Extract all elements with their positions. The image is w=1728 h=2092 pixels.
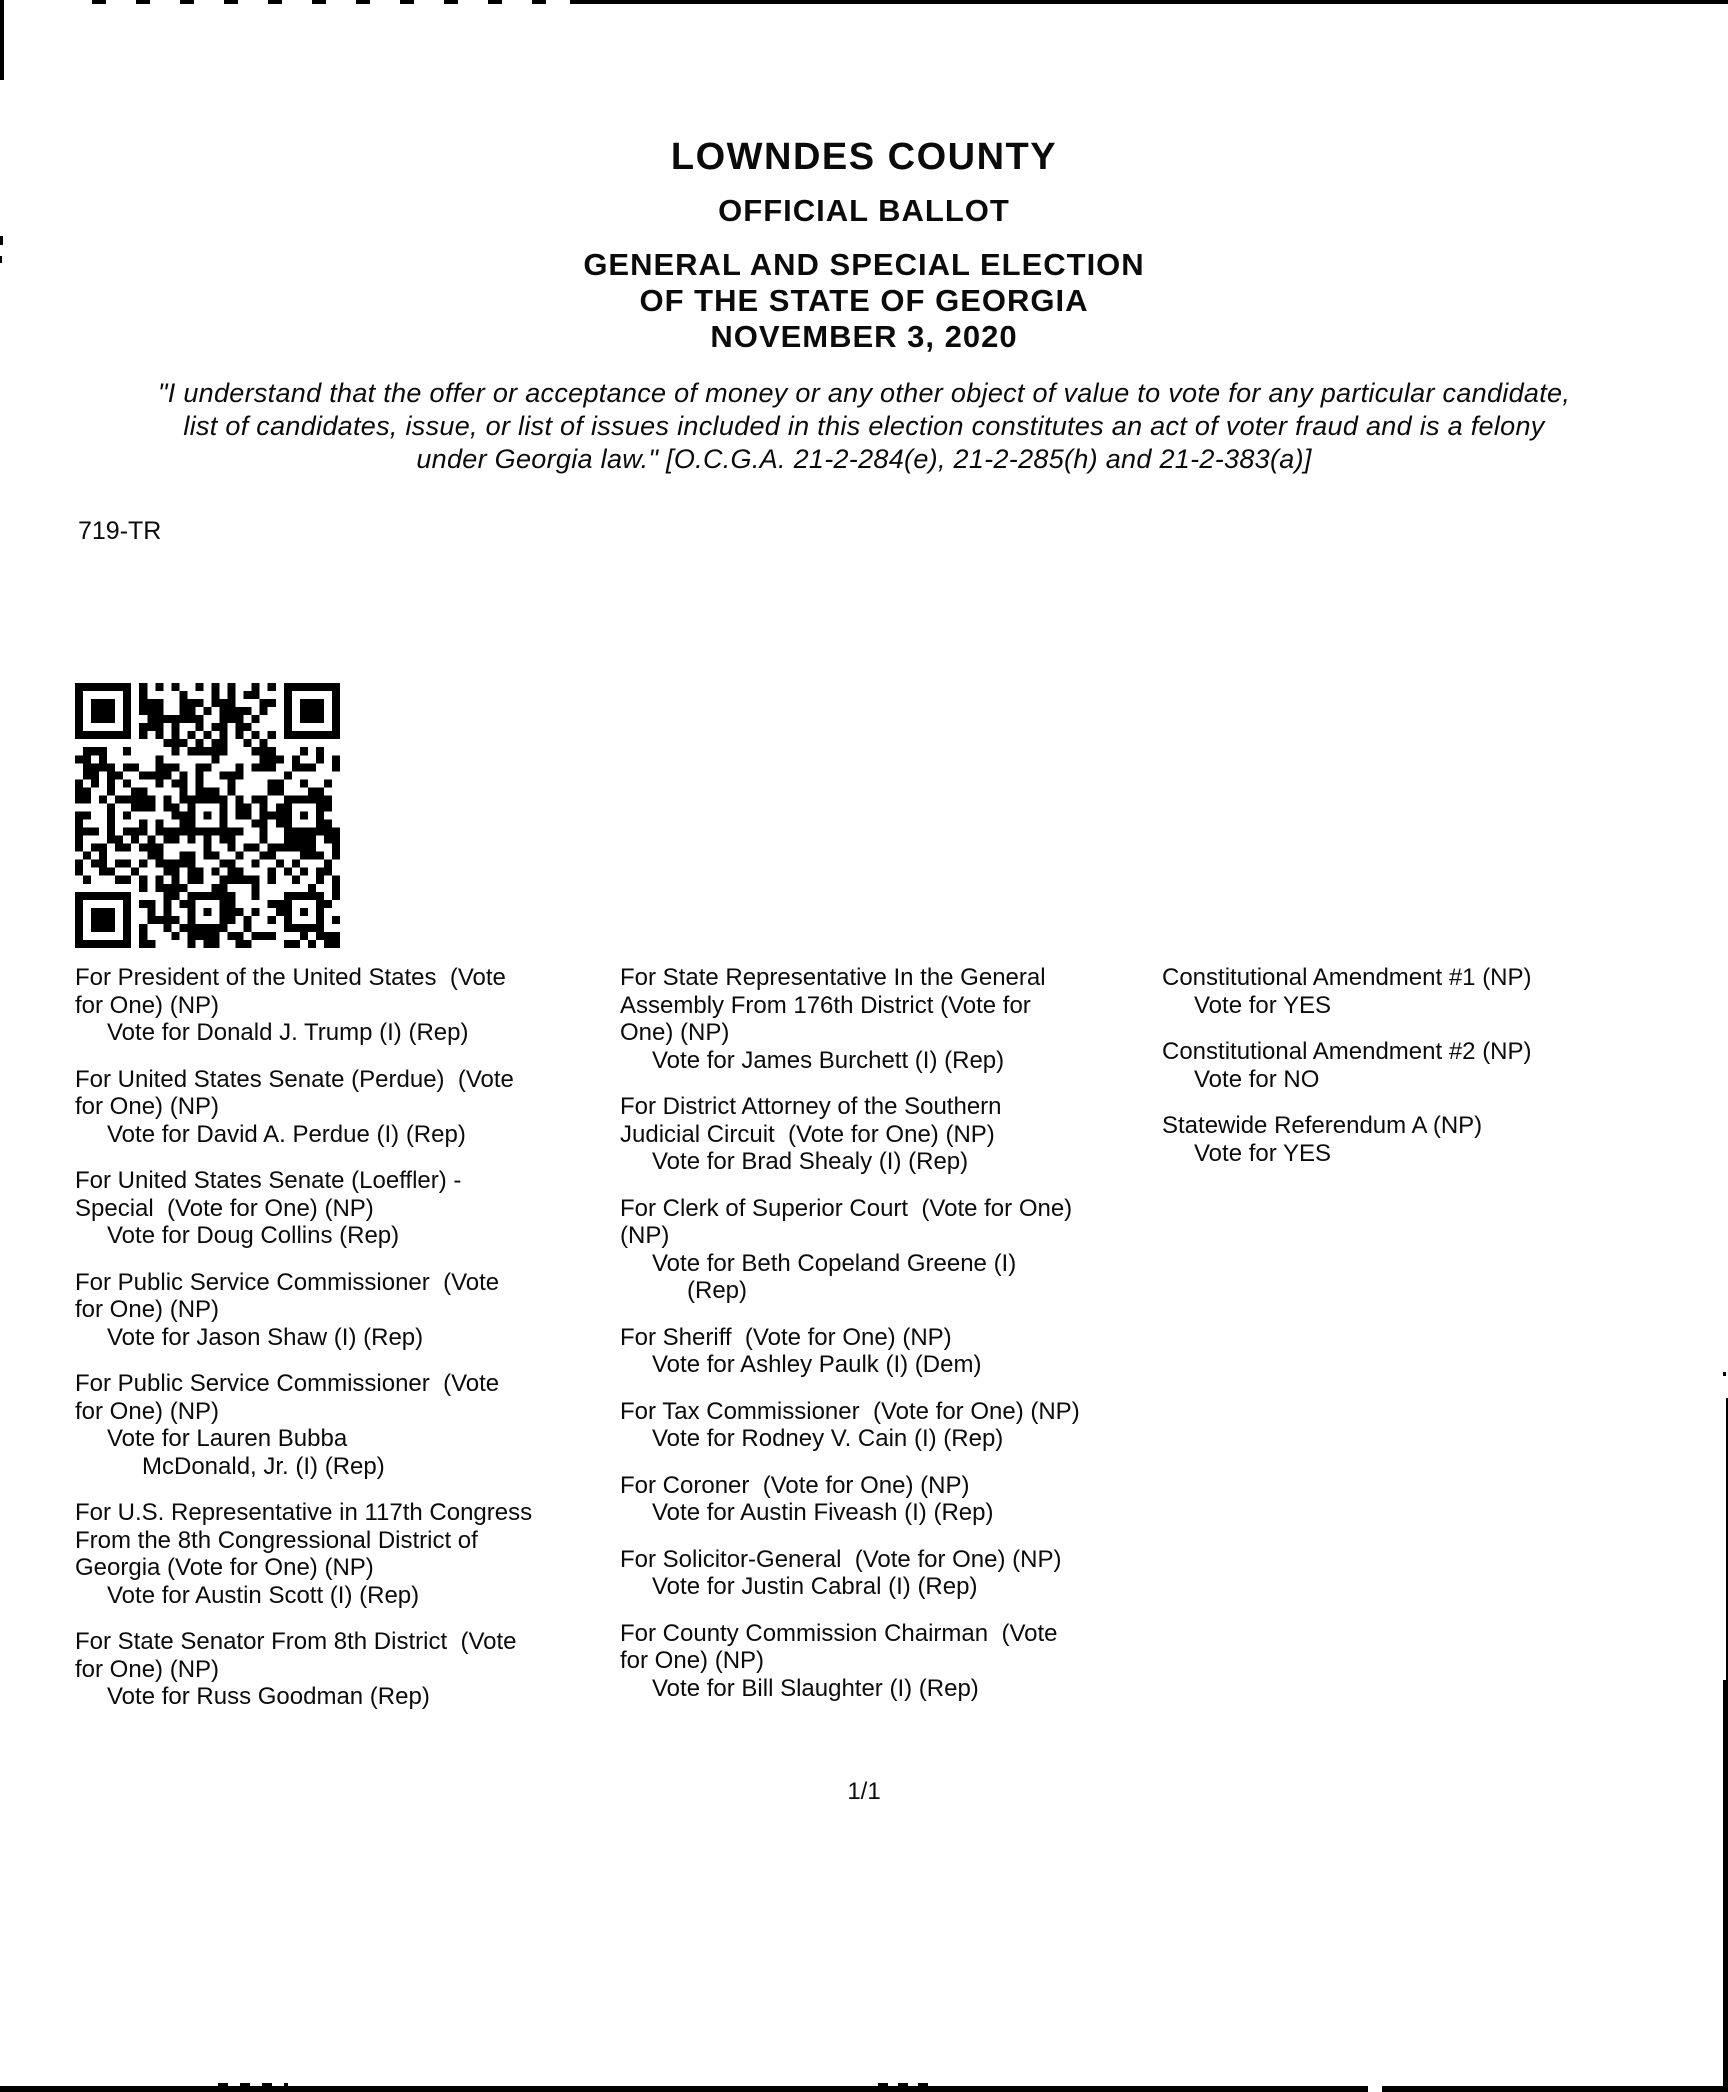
election-title-line2: OF THE STATE OF GEORGIA: [639, 283, 1089, 318]
contest: [620, 1620, 1168, 1703]
contest-title-line: For County Commission Chairman (Vote: [620, 1619, 1058, 1647]
contest-title-line: for One) (NP): [75, 991, 220, 1019]
contest: [620, 1195, 1168, 1305]
qr-code-image: [75, 683, 340, 948]
contest-title-line: for One) (NP): [75, 1093, 220, 1120]
county-title: LOWNDES COUNTY: [670, 136, 1058, 178]
ballot-column-3: [1162, 964, 1642, 1186]
contest-title-line: Statewide Referendum A (NP): [1162, 1112, 1483, 1139]
contest-title-line: For President of the United States (Vote: [75, 964, 506, 991]
election-title-line1: GENERAL AND SPECIAL ELECTION: [583, 247, 1145, 282]
contest-title-line: For State Representative In the General: [620, 964, 1046, 991]
ballot-column-2: [620, 964, 1168, 1721]
scan-artifact-bottom-gap: [1368, 2086, 1382, 2092]
contest-title-line: (NP): [620, 1222, 670, 1249]
ballot-column-1: [75, 964, 620, 1730]
contest-title-line: Constitutional Amendment #2 (NP): [1162, 1038, 1532, 1065]
contest-title-line: One) (NP): [620, 1019, 730, 1046]
contest: [75, 1370, 620, 1480]
contest: [75, 964, 620, 1047]
vote-for-line: Vote for Brad Shealy (I) (Rep): [652, 1148, 969, 1175]
scan-artifact-bottom-tick: [218, 2083, 288, 2086]
vote-for-line: Vote for Doug Collins (Rep): [107, 1222, 400, 1249]
voter-fraud-disclaimer: [0, 377, 1728, 476]
contest-title-line: For Coroner (Vote for One) (NP): [620, 1471, 970, 1499]
vote-for-line: Vote for Donald J. Trump (I) (Rep): [107, 1019, 469, 1046]
ballot-type-title: OFFICIAL BALLOT: [718, 193, 1010, 228]
vote-for-line: Vote for Rodney V. Cain (I) (Rep): [652, 1425, 1004, 1452]
vote-for-line: Vote for James Burchett (I) (Rep): [652, 1046, 1005, 1074]
contest-title-line: Judicial Circuit (Vote for One) (NP): [620, 1120, 995, 1148]
contest-title-line: For United States Senate (Loeffler) -: [75, 1167, 462, 1194]
scan-artifact-bottom-tick: [878, 2083, 933, 2086]
vote-for-line: Vote for Lauren Bubba: [107, 1425, 348, 1452]
vote-for-line: McDonald, Jr. (I) (Rep): [142, 1452, 385, 1480]
vote-for-line: Vote for Austin Scott (I) (Rep): [107, 1581, 420, 1609]
vote-for-line: Vote for Justin Cabral (I) (Rep): [652, 1573, 978, 1600]
disclaimer-line: list of candidates, issue, or list of issues included in this election constitutes an act of voter fraud and is a felony: [183, 411, 1545, 441]
contest-title-line: From the 8th Congressional District of: [75, 1526, 478, 1554]
vote-for-line: Vote for David A. Perdue (I) (Rep): [107, 1120, 466, 1148]
contest: [75, 1269, 620, 1352]
contest-title-line: For United States Senate (Perdue) (Vote: [75, 1065, 514, 1093]
contest-title-line: For District Attorney of the Southern: [620, 1093, 1002, 1120]
disclaimer-line: under Georgia law." [O.C.G.A. 21-2-284(e), 21-2-285(h) and 21-2-383(a)]: [416, 444, 1312, 474]
contest: [1162, 1112, 1642, 1167]
election-date: NOVEMBER 3, 2020: [710, 319, 1018, 354]
contest: [1162, 964, 1642, 1019]
contest: [75, 1628, 620, 1711]
contest-title-line: For State Senator From 8th District (Vote: [75, 1628, 517, 1655]
vote-for-line: Vote for Bill Slaughter (I) (Rep): [652, 1674, 979, 1702]
contest-title-line: Constitutional Amendment #1 (NP): [1162, 964, 1532, 991]
contest: [620, 964, 1168, 1074]
contest: [75, 1167, 620, 1250]
contest-title-line: for One) (NP): [620, 1647, 765, 1674]
scan-artifact-bottom-line: [0, 2086, 1728, 2092]
vote-for-line: Vote for Austin Fiveash (I) (Rep): [652, 1499, 994, 1526]
precinct-code: 719-TR: [78, 517, 162, 545]
contest: [620, 1546, 1168, 1601]
contest: [75, 1066, 620, 1149]
page-number: 1/1: [847, 1778, 881, 1805]
contest: [1162, 1038, 1642, 1093]
vote-for-line: (Rep): [687, 1277, 748, 1304]
qr-code: [75, 683, 340, 948]
scan-artifact-top-dashes: [92, 0, 570, 4]
contest: [620, 1398, 1168, 1453]
contest-title-line: for One) (NP): [75, 1655, 220, 1683]
contest-title-line: Special (Vote for One) (NP): [75, 1194, 374, 1222]
contest: [75, 1499, 620, 1609]
contest-title-line: For Tax Commissioner (Vote for One) (NP): [620, 1397, 1080, 1425]
disclaimer-line: "I understand that the offer or acceptance of money or any other object of value to vote for any particular candidate,: [157, 378, 1571, 408]
contest-title-line: For U.S. Representative in 117th Congress: [75, 1499, 533, 1526]
scan-artifact-left-tick: [0, 236, 3, 245]
scan-artifact-left-bar: [0, 0, 4, 80]
contest-title-line: for One) (NP): [75, 1296, 220, 1323]
vote-for-line: Vote for YES: [1194, 1139, 1331, 1167]
contest-title-line: For Sheriff (Vote for One) (NP): [620, 1323, 952, 1351]
contest: [620, 1472, 1168, 1527]
contest-title-line: For Clerk of Superior Court (Vote for One): [620, 1194, 1073, 1222]
scan-artifact-top-line: [570, 0, 1728, 4]
vote-for-line: Vote for Ashley Paulk (I) (Dem): [652, 1351, 982, 1378]
vote-for-line: Vote for NO: [1194, 1065, 1320, 1093]
scan-artifact-right-line: [1723, 1680, 1728, 2092]
contest: [620, 1324, 1168, 1379]
contest: [620, 1093, 1168, 1176]
contest-title-line: for One) (NP): [75, 1397, 220, 1425]
contest-title-line: Georgia (Vote for One) (NP): [75, 1554, 374, 1581]
vote-for-line: Vote for Russ Goodman (Rep): [107, 1683, 430, 1710]
vote-for-line: Vote for Beth Copeland Greene (I): [652, 1249, 1017, 1277]
vote-for-line: Vote for YES: [1194, 991, 1331, 1019]
contest-title-line: For Solicitor-General (Vote for One) (NP): [620, 1545, 1062, 1573]
contest-title-line: For Public Service Commissioner (Vote: [75, 1268, 500, 1296]
contest-title-line: For Public Service Commissioner (Vote: [75, 1370, 500, 1397]
scan-artifact-right-dot: [1723, 1372, 1726, 1376]
contest-title-line: Assembly From 176th District (Vote for: [620, 991, 1031, 1019]
vote-for-line: Vote for Jason Shaw (I) (Rep): [107, 1323, 424, 1351]
